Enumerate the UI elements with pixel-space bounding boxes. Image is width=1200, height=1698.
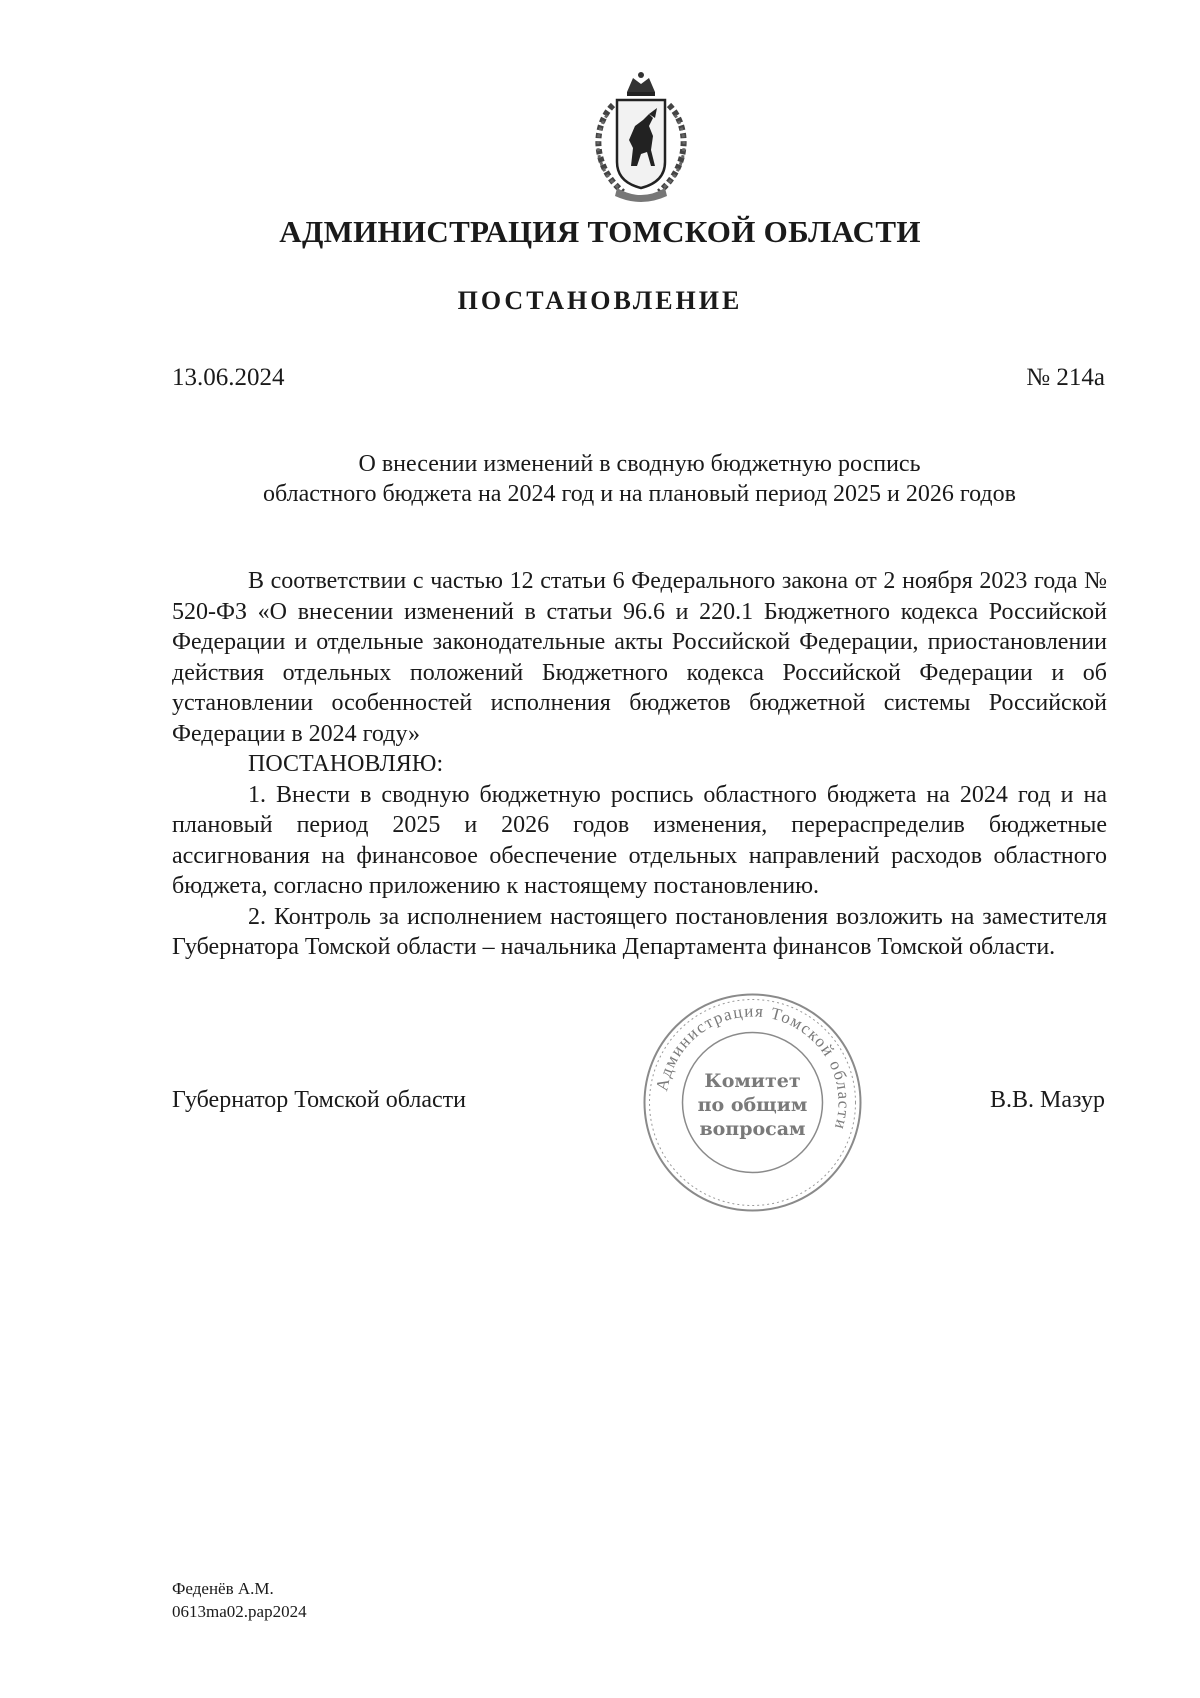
stamp-center-line-3: вопросам <box>699 1118 806 1140</box>
preamble-paragraph: В соответствии с частью 12 статьи 6 Федерального закона от 2 ноября 2023 года № 520-ФЗ «О внесении изменений в статьи 96.6 и 220.1 Бюджетного кодекса Российской Федерации и отдельные законодательные акты Российской Федерации, приостановлении действия отдельных положений Бюджетного кодекса Российской Федерации и об установлении особенностей исполнения бюджетов бюджетной системы Российской Федерации в 2024 году» <box>172 568 1107 747</box>
item-2-paragraph: 2. Контроль за исполнением настоящего постановления возложить на заместителя Губернатора Томской области – начальника Департамента финансов Томской области. <box>172 903 1107 960</box>
decree-word: ПОСТАНОВЛЯЮ: <box>248 751 444 777</box>
document-date: 13.06.2024 <box>172 364 285 391</box>
document-number: № 214а <box>1026 364 1105 391</box>
stamp-center-line-2: по общим <box>697 1094 808 1116</box>
subject-line-1: О внесении изменений в сводную бюджетную роспись <box>358 451 921 477</box>
official-stamp <box>640 990 865 1215</box>
document-subject <box>172 449 1107 509</box>
file-code: 0613ma02.pap2024 <box>172 1602 307 1621</box>
subject-line-2: областного бюджета на 2024 год и на плановый период 2025 и 2026 годов <box>263 481 1016 507</box>
document-type: ПОСТАНОВЛЕНИЕ <box>457 286 743 315</box>
signatory-name: В.В. Мазур <box>990 1087 1105 1113</box>
stamp-center-line-1: Комитет <box>704 1070 801 1092</box>
item-1-paragraph: 1. Внести в сводную бюджетную роспись областного бюджета на 2024 год и на плановый период 2025 и 2026 годов изменения, перераспределив бюджетные ассигнования на финансовое обеспечение отдельных направлений расходов областного бюджета, согласно приложению к настоящему постановлению. <box>172 781 1107 899</box>
organization-title: АДМИНИСТРАЦИЯ ТОМСКОЙ ОБЛАСТИ <box>279 214 921 249</box>
document-footer <box>172 1577 307 1623</box>
signatory-position: Губернатор Томской области <box>172 1087 466 1113</box>
tomsk-region-coat-of-arms-icon <box>583 70 699 206</box>
executor-name: Феденёв А.М. <box>172 1579 274 1598</box>
stamp-ring-text: Администрация Томской области <box>652 1001 854 1133</box>
document-body <box>172 566 1107 963</box>
